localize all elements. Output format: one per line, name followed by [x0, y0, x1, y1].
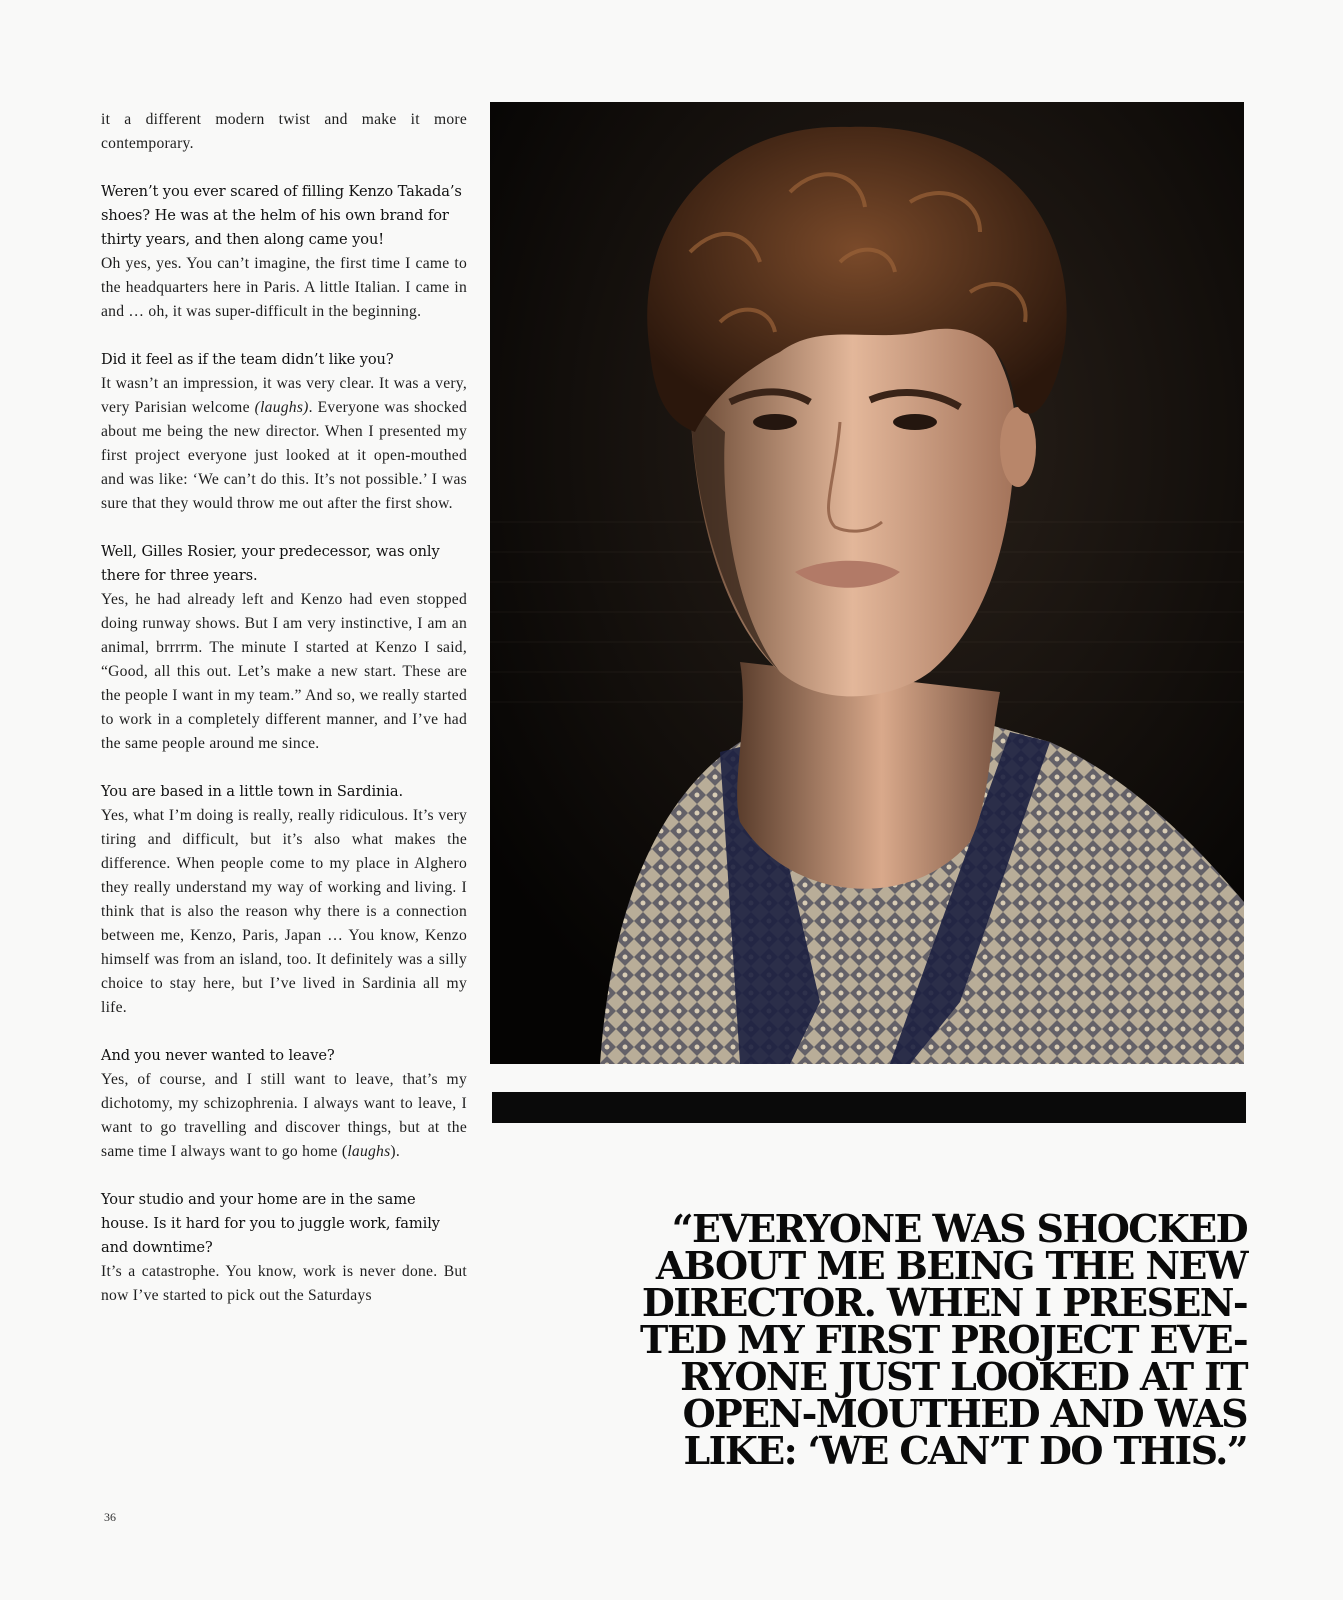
pull-quote-line: ABOUT ME BEING THE NEW — [655, 1243, 1247, 1288]
pull-quote-line: “EVERYONE WAS SHOCKED — [671, 1206, 1247, 1251]
interview-question: Weren’t you ever scared of filling Kenzo Takada’s shoes? He was at the helm of his own brand for thirty years, and then along came you! — [101, 183, 462, 248]
pull-quote-line: TED MY FIRST PROJECT EVE- — [640, 1317, 1247, 1362]
interview-question: And you never wanted to leave? — [101, 1047, 335, 1064]
answer-paragraph: Oh yes, yes. You can’t imagine, the first time I came to the headquarters here in Paris. A little Italian. I came in and … oh, it was super-difficult in the beginning. — [101, 255, 467, 320]
pull-quote — [520, 1206, 1247, 1473]
answer-paragraph: It wasn’t an impression, it was very clear. It was a very, very Parisian welcome (laughs). Everyone was shocked about me being the new director. When I presented my first project everyone just looked at it open-mouthed and was like: ‘We can’t do this. It’s not possible.’ I was sure that they would throw me out after the first show. — [101, 375, 467, 512]
portrait-photo — [490, 102, 1244, 1064]
pull-quote-line: DIRECTOR. WHEN I PRESEN- — [641, 1280, 1247, 1325]
pull-quote-line: RYONE JUST LOOKED AT IT — [680, 1354, 1247, 1399]
interview-question: Your studio and your home are in the same house. Is it hard for you to juggle work, family and downtime? — [101, 1191, 440, 1256]
decorative-black-bar — [492, 1092, 1246, 1123]
answer-paragraph: It’s a catastrophe. You know, work is never done. But now I’ve started to pick out the Saturdays — [101, 1263, 467, 1304]
interview-question: Well, Gilles Rosier, your predecessor, was only there for three years. — [101, 543, 440, 584]
answer-paragraph: Yes, of course, and I still want to leave, that’s my dichotomy, my schizophrenia. I always want to leave, I want to go travelling and discover things, but at the same time I always want to go home (laughs). — [101, 1071, 467, 1160]
answer-paragraph: it a different modern twist and make it more contemporary. — [101, 111, 467, 152]
article-text-column — [101, 108, 467, 1308]
pull-quote-line: LIKE: ‘WE CAN’T DO THIS.” — [683, 1428, 1247, 1473]
interview-question: You are based in a little town in Sardinia. — [101, 783, 404, 800]
page-number: 36 — [104, 1510, 116, 1524]
answer-paragraph: Yes, he had already left and Kenzo had even stopped doing runway shows. But I am very instinctive, I am an animal, brrrrm. The minute I started at Kenzo I said, “Good, all this out. Let’s make a new start. These are the people I want in my team.” And so, we really started to work in a completely different manner, and I’ve had the same people around me since. — [101, 591, 467, 752]
pull-quote-line: OPEN-MOUTHED AND WAS — [682, 1391, 1247, 1436]
answer-paragraph: Yes, what I’m doing is really, really ridiculous. It’s very tiring and difficult, but it’s also what makes the difference. When people come to my place in Alghero they really understand my way of working and living. I think that is also the reason why there is a connection between me, Kenzo, Paris, Japan … You know, Kenzo himself was from an island, too. It definitely was a silly choice to stay here, but I’ve lived in Sardinia all my life. — [101, 807, 467, 1016]
interview-question: Did it feel as if the team didn’t like you? — [101, 351, 394, 368]
